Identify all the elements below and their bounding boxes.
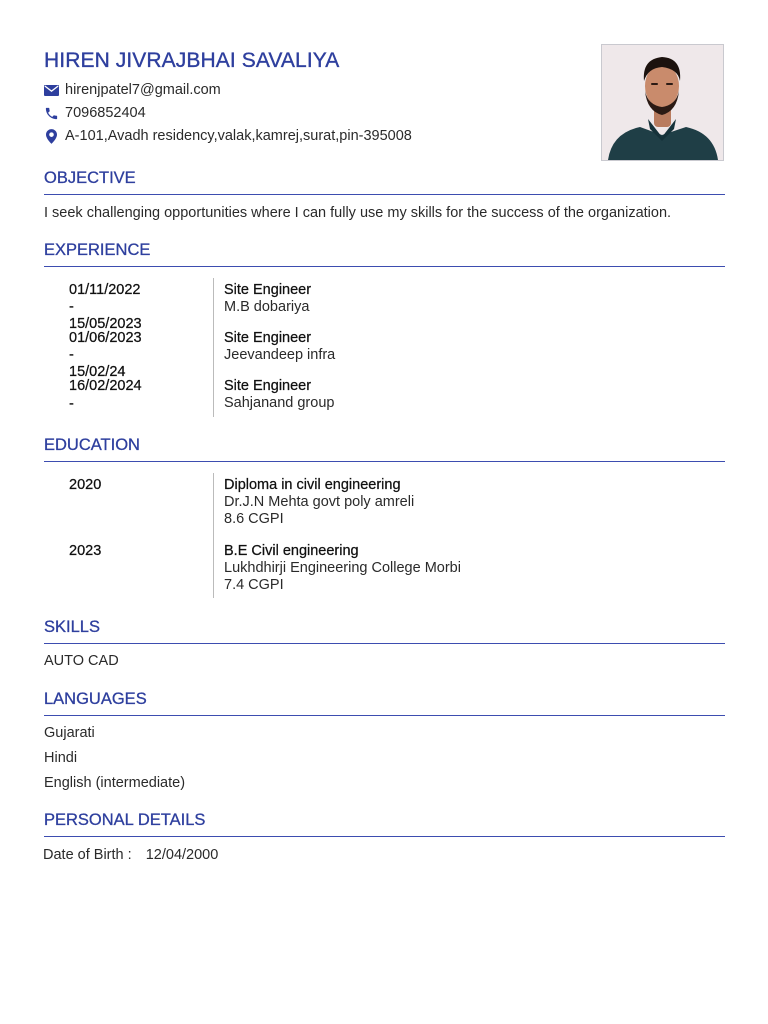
experience-role: Site Engineer — [224, 330, 312, 346]
education-heading: EDUCATION — [44, 436, 140, 454]
section-divider — [44, 836, 725, 837]
languages-heading: LANGUAGES — [44, 690, 147, 708]
experience-role: Site Engineer — [224, 378, 312, 394]
experience-company: Sahjanand group — [224, 395, 335, 411]
experience-date-dash: - — [69, 347, 74, 363]
section-divider — [44, 194, 725, 195]
section-divider — [44, 643, 725, 644]
experience-role: Site Engineer — [224, 282, 312, 298]
education-degree: Diploma in civil engineering — [224, 477, 401, 493]
language-item: Gujarati — [44, 725, 95, 741]
dob-label: Date of Birth : — [43, 847, 132, 863]
phone-text: 7096852404 — [65, 105, 146, 121]
envelope-icon — [44, 83, 59, 98]
education-institution: Lukhdhirji Engineering College Morbi — [224, 560, 461, 576]
experience-start-date: 01/11/2022 — [69, 282, 141, 298]
profile-photo — [601, 44, 724, 161]
education-degree: B.E Civil engineering — [224, 543, 359, 559]
experience-start-date: 01/06/2023 — [69, 330, 142, 346]
experience-company: Jeevandeep infra — [224, 347, 336, 363]
candidate-name: HIREN JIVRAJBHAI SAVALIYA — [44, 49, 340, 72]
dob-value: 12/04/2000 — [145, 847, 219, 863]
experience-end-date: 15/05/2023 — [69, 316, 142, 332]
experience-company: M.B dobariya — [224, 299, 310, 315]
address-text: A-101,Avadh residency,valak,kamrej,surat,pin-395008 — [65, 128, 412, 144]
skill-item: AUTO CAD — [44, 653, 119, 669]
dob-row — [43, 847, 218, 863]
experience-start-date: 16/02/2024 — [69, 378, 142, 394]
map-pin-icon — [44, 129, 59, 144]
experience-date-dash: - — [69, 396, 74, 412]
timeline-bar — [213, 278, 214, 417]
contact-phone — [44, 105, 146, 121]
education-institution: Dr.J.N Mehta govt poly amreli — [224, 494, 415, 510]
personal-details-heading: PERSONAL DETAILS — [44, 811, 206, 829]
education-score: 7.4 CGPI — [224, 577, 284, 593]
contact-address — [44, 128, 412, 144]
timeline-bar — [213, 473, 214, 598]
email-text: hirenjpatel7@gmail.com — [65, 82, 221, 98]
phone-icon — [44, 106, 59, 121]
experience-date-dash: - — [69, 299, 74, 315]
experience-heading: EXPERIENCE — [44, 241, 151, 259]
education-year: 2023 — [69, 543, 102, 559]
skills-heading: SKILLS — [44, 618, 100, 636]
objective-heading: OBJECTIVE — [44, 169, 136, 187]
language-item: English (intermediate) — [44, 775, 186, 791]
contact-email — [44, 82, 221, 98]
experience-end-date: 15/02/24 — [69, 364, 126, 380]
section-divider — [44, 461, 725, 462]
section-divider — [44, 266, 725, 267]
objective-text: I seek challenging opportunities where I can fully use my skills for the success of the organization. — [44, 205, 672, 221]
section-divider — [44, 715, 725, 716]
education-year: 2020 — [69, 477, 102, 493]
language-item: Hindi — [44, 750, 78, 766]
education-score: 8.6 CGPI — [224, 511, 284, 527]
